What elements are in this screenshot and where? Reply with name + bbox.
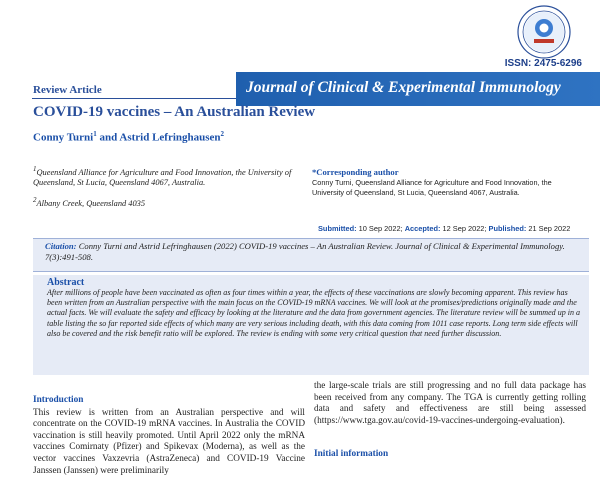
journal-seal-logo xyxy=(507,4,581,60)
affiliation-2-marker: 2 xyxy=(33,196,37,204)
affiliation-2-text: Albany Creek, Queensland 4035 xyxy=(36,198,146,208)
author-1-affiliation: 1 xyxy=(93,130,97,138)
author-conjunction: and xyxy=(96,131,120,144)
citation-label: Citation: xyxy=(45,241,77,251)
affiliation-1-text: Queensland Alliance for Agriculture and Food Innovation, the University of Queensland, St Lucia, Queensland 4067, Australia. xyxy=(33,167,292,188)
body-column-left xyxy=(33,395,305,477)
header-divider xyxy=(32,98,236,99)
abstract-box xyxy=(33,275,589,375)
submitted-date: 10 Sep 2022; xyxy=(358,224,403,233)
body-column-right xyxy=(314,381,586,427)
affiliation-1-marker: 1 xyxy=(33,165,37,173)
issn: ISSN: 2475-6296 xyxy=(504,58,582,69)
published-label: Published: xyxy=(488,224,527,233)
article-type-label: Review Article xyxy=(33,84,102,96)
journal-banner xyxy=(236,72,600,106)
corresponding-title-text: Corresponding author xyxy=(316,167,399,177)
journal-name: Journal of Clinical & Experimental Immunology xyxy=(246,79,561,96)
citation-box xyxy=(33,238,589,272)
author-2-affiliation: 2 xyxy=(220,130,225,138)
corresponding-author-details: Conny Turni, Queensland Alliance for Agriculture and Food Innovation, the University of Queensland, St Lucia, Queensland 4067, Australia. xyxy=(312,178,552,197)
published-date: 21 Sep 2022 xyxy=(528,224,571,233)
affiliation-2 xyxy=(33,195,303,209)
introduction-text: This review is written from an Australian perspective and will concentrate on the COVID-19 mRNA vaccines. In Australia the COVID vaccination is still heavily promoted. Until April 2022 only the mRNA vaccines Comirnaty (Pfizer) and Spikevax (Moderna), as well as the vector vaccines Vaxzevria (AstraZeneca) and COVID-19 Vaccine Janssen (Janssen) were preliminarily xyxy=(33,407,305,476)
accepted-label: Accepted: xyxy=(404,224,441,233)
abstract-text: After millions of people have been vaccinated as often as four times within a year, the effects of these vaccinations are slowly becoming apparent. This review has been written from an Australian perspective with the main focus on the COVID-19 mRNA vaccines. We will look at the promises/predictions originally made and the actual facts. We will evaluate the safety and efficacy by looking at the literature and the data from government agencies. The literature review will be summed up in a table listing the so far reported side effects of which many are very serious including death, with this data coming from 1011 case reports. Long term side effects will also be covered and the risk benefit ratio will be explored. The review is ending with some very critical question that need further discussion. xyxy=(47,288,581,338)
introduction-heading: Introduction xyxy=(33,395,84,405)
right-column-text: the large-scale trials are still progressing and no full data package has been received from any company. The TGA is currently getting rolling data and safety and effectiveness are still being assessed (https://www.tga.gov.au/covid-19-vaccines-undergoing-evaluation). xyxy=(314,381,586,426)
citation-text xyxy=(45,241,585,263)
citation-body: Conny Turni and Astrid Lefringhausen (2022) COVID-19 vaccines – An Australian Review. Journal of Clinical & Experimental Immunology. 7(3):491-508. xyxy=(45,241,565,262)
author-2: Astrid Lefringhausen xyxy=(119,131,221,144)
accepted-date: 12 Sep 2022; xyxy=(442,224,487,233)
initial-information-heading: Initial information xyxy=(314,449,389,459)
corresponding-author-title xyxy=(312,167,582,177)
author-1: Conny Turni xyxy=(33,131,94,144)
affiliation-1 xyxy=(33,164,303,189)
article-dates xyxy=(318,224,586,233)
article-title: COVID-19 vaccines – An Australian Review xyxy=(33,104,316,120)
author-list xyxy=(33,130,224,144)
abstract-title: Abstract xyxy=(47,277,85,288)
submitted-label: Submitted: xyxy=(318,224,357,233)
corresponding-marker: * xyxy=(312,167,317,177)
